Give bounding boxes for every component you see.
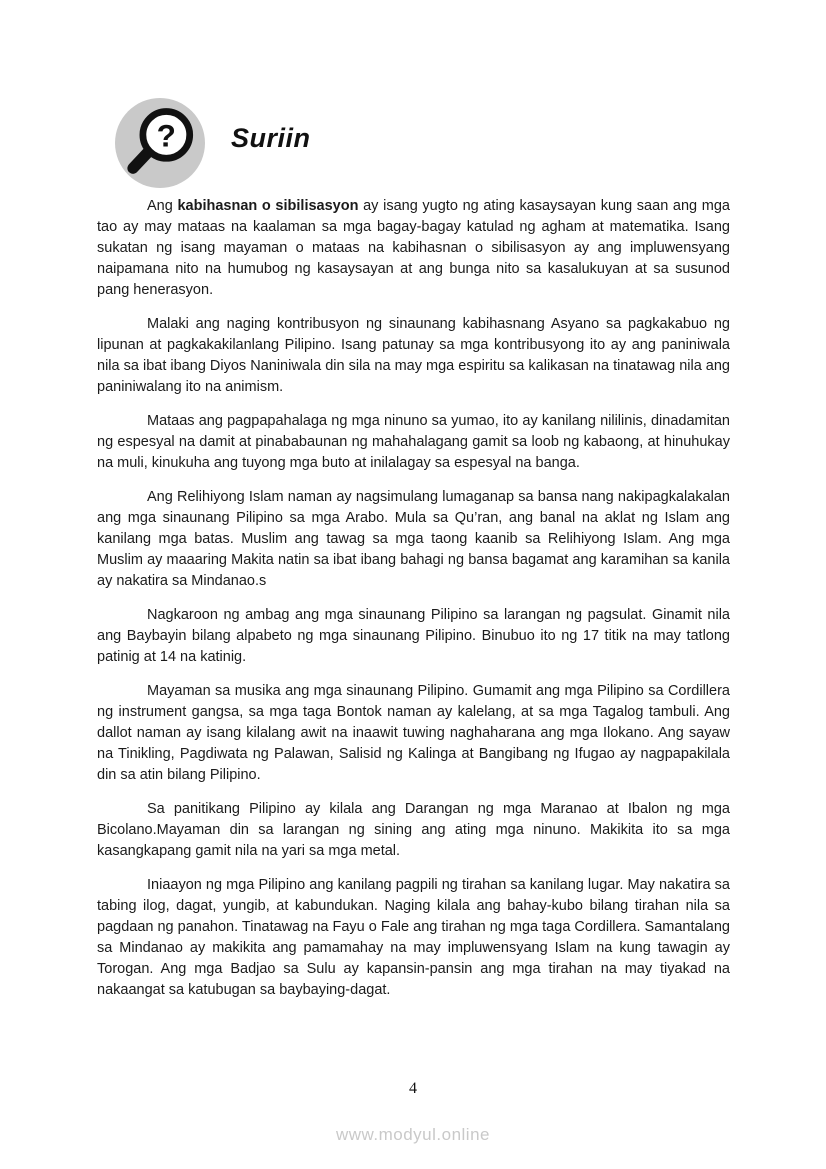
bold-term-kabihasnan: kabihasnan o sibilisasyon	[177, 198, 359, 214]
paragraph-panitikan: Sa panitikang Pilipino ay kilala ang Darangan ng mga Maranao at Ibalon ng mga Bicolano.Mayaman din sa larangan ng sining ang ating mga ninuno. Makikita ito sa mga kasangkapang gamit nila na yari sa mga metal.	[97, 801, 730, 859]
section-title: Suriin	[231, 122, 311, 153]
magnifier-question-svg	[115, 98, 205, 188]
paragraph-text: ay isang yugto ng ating kasaysayan kung saan ang mga tao ay may mataas na kaalaman sa mga bagay-bagay katulad ng agham at matematika. Isang sukatan ng isang mayaman o mataas na kabihasnan o sibilisasyon ay ang impluwensyang naipamana nito na humubog ng kasaysayan at ang bunga nito sa kasalukuyan at sa susunod pang henerasyon.	[97, 198, 730, 298]
paragraph-ninuno: Mataas ang pagpapahalaga ng mga ninuno sa yumao, ito ay kanilang nililinis, dinadamitan ng espesyal na damit at pinababaunan ng mahahalagang gamit sa loob ng kabaong, at hinuhukay na muli, kinukuha ang tuyong mga buto at inilalagay sa espesyal na banga.	[97, 413, 730, 471]
paragraph-pagsulat: Nagkaroon ng ambag ang mga sinaunang Pilipino sa larangan ng pagsulat. Ginamit nila ang Baybayin bilang alpabeto ng mga sinaunang Pilipino. Binubuo ito ng 17 titik na may tatlong patinig at 14 na katinig.	[97, 607, 730, 665]
svg-text:?: ?	[156, 117, 176, 154]
document-body	[97, 196, 730, 1014]
paragraph-kontribusyon: Malaki ang naging kontribusyon ng sinaunang kabihasnang Asyano sa pagkakabuo ng lipunan at pagkakakilanlang Pilipino. Isang patunay sa mga kontribusyong ito ay ang paniniwala nila sa ibat ibang Diyos Naniniwala din sila na may mga espiritu sa kalikasan na tinatawag nila ang paniniwalang ito na animism.	[97, 316, 730, 395]
page-number: 4	[409, 1080, 417, 1097]
magnifier-question-icon	[115, 98, 205, 188]
watermark: www.modyul.online	[335, 1125, 490, 1144]
paragraph-musika: Mayaman sa musika ang mga sinaunang Pilipino. Gumamit ang mga Pilipino sa Cordillera ng instrument gangsa, sa mga taga Bontok naman ay kalelang, at sa mga Tagalog tambuli. Ang dallot naman ay isang kilalang awit na inaawit tuwing naghaharana ang mga Ilokano. Ang sayaw na Tinikling, Pagdiwata ng Palawan, Salisid ng Kalinga at Bangibang ng Ifugao ay nagpapakilala din sa atin bilang Pilipino.	[97, 683, 730, 783]
paragraph-text: Ang	[147, 198, 178, 214]
section-header	[115, 98, 311, 188]
paragraph-tirahan: Iniaayon ng mga Pilipino ang kanilang pagpili ng tirahan sa kanilang lugar. May nakatira sa tabing ilog, dagat, yungib, at kabundukan. Naging kilala ang bahay-kubo bilang tirahan nila sa pagdaan ng panahon. Tinatawag na Fayu o Fale ang tirahan ng mga taga Cordillera. Samantalang sa Mindanao ay makikita ang pamamahay na may impluwensyang Islam na kung tawagin ay Torogan. Ang mga Badjao sa Sulu ay kapansin-pansin ang mga tirahan na may tiyakad na nakaangat sa katubugan sa baybaying-dagat.	[97, 877, 730, 998]
paragraph-islam: Ang Relihiyong Islam naman ay nagsimulang lumaganap sa bansa nang nakipagkalakalan ang mga sinaunang Pilipino sa mga Arabo. Mula sa Qu’ran, ang banal na aklat ng Islam ang kanilang mga batas. Muslim ang tawag sa mga taong kaanib sa Relihiyong Islam. Ang mga Muslim ay maaaring Makita natin sa ibat ibang bahagi ng bansa bagamat ang karamihan sa kanila ay nakatira sa Mindanao.s	[97, 489, 730, 589]
paragraph-kabihasnan	[97, 196, 730, 301]
